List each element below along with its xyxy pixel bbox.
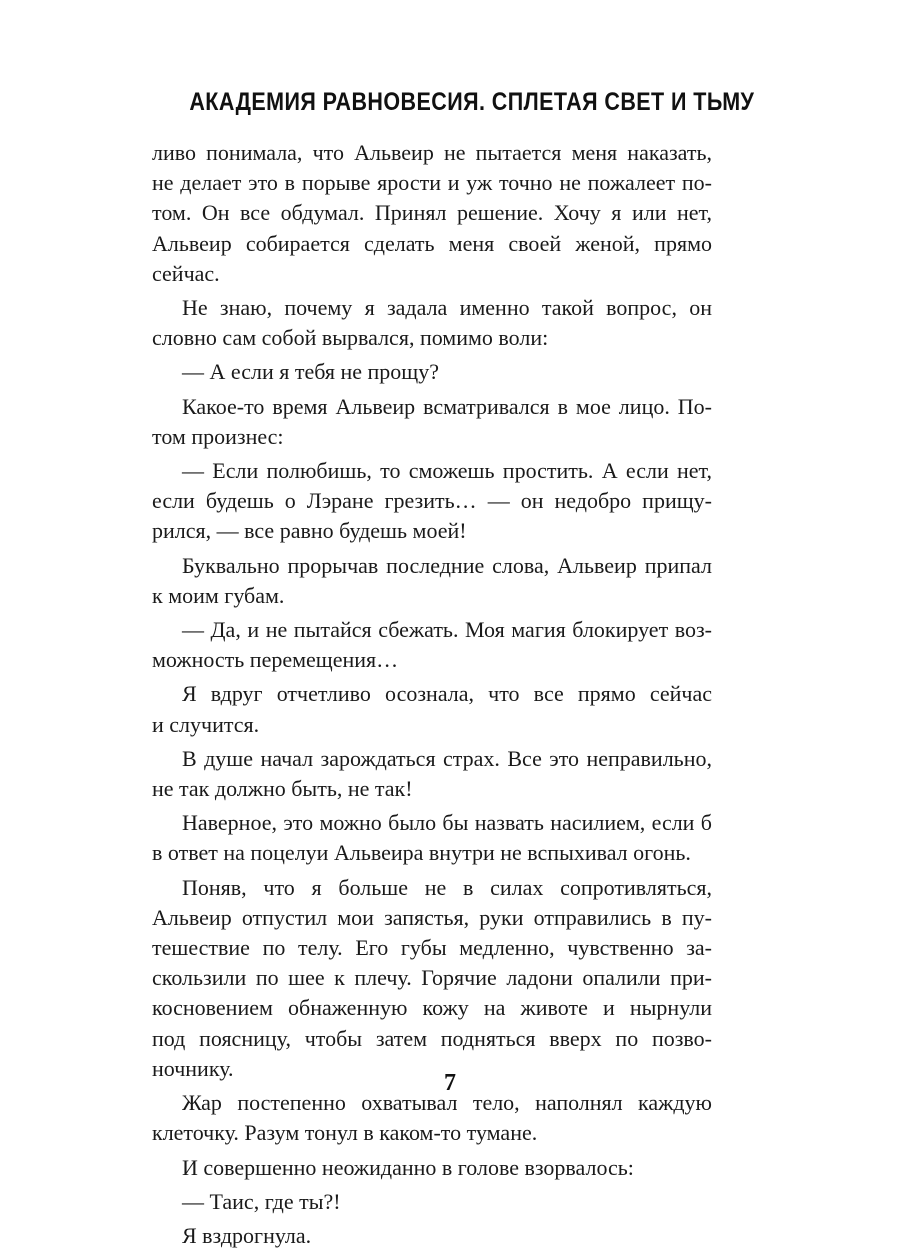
text-line: рился, — все равно будешь моей! — [152, 518, 467, 544]
text-line: — Таис, где ты?! — [182, 1188, 341, 1214]
text-line: Наверное, это можно было бы назвать насилием, если б — [182, 810, 712, 836]
text-line: сейчас. — [152, 260, 220, 286]
text-line: ливо понимала, что Альвеир не пытается меня наказать, — [152, 140, 712, 165]
paragraph — [152, 1153, 712, 1183]
text-line: к моим губам. — [152, 582, 285, 608]
paragraph — [152, 744, 712, 804]
running-title: АКАДЕМИЯ РАВНОВЕСИЯ. СПЛЕТАЯ СВЕТ И ТЬМУ — [189, 88, 755, 116]
text-line: Не знаю, почему я задала именно такой вопрос, он — [182, 295, 712, 321]
paragraph — [152, 551, 712, 611]
text-line: и случится. — [152, 711, 260, 737]
paragraph — [152, 615, 712, 675]
paragraph — [152, 293, 712, 353]
paragraph — [152, 873, 712, 1084]
text-line: ночнику. — [152, 1055, 234, 1081]
text-line: — А если я тебя не прощу? — [182, 359, 439, 385]
text-line: тешествие по телу. Его губы медленно, чувственно за- — [152, 935, 712, 961]
text-line: Альвеир собирается сделать меня своей женой, прямо — [152, 230, 712, 256]
text-line: Поняв, что я больше не в силах сопротивляться, — [182, 874, 712, 900]
paragraph — [152, 1187, 712, 1217]
text-line: клеточку. Разум тонул в каком-то тумане. — [152, 1120, 538, 1146]
text-line: Жар постепенно охватывал тело, наполнял каждую — [182, 1090, 712, 1116]
text-line: можность перемещения… — [152, 647, 399, 673]
text-line: Я вдруг отчетливо осознала, что все прямо сейчас — [182, 681, 712, 707]
text-line: — Если полюбишь, то сможешь простить. А если нет, — [182, 458, 712, 484]
paragraph — [152, 1088, 712, 1148]
text-line: И совершенно неожиданно в голове взорвалось: — [182, 1154, 634, 1180]
text-line: в ответ на поцелуи Альвеира внутри не вспыхивал огонь. — [152, 840, 691, 866]
text-line: скользили по шее к плечу. Горячие ладони опалили при- — [152, 965, 712, 991]
page-number: 7 — [444, 1070, 456, 1096]
text-line: Я вздрогнула. — [182, 1222, 312, 1248]
paragraph — [152, 679, 712, 739]
paragraph — [152, 456, 712, 547]
text-line: под поясницу, чтобы затем подняться вверх по позво- — [152, 1025, 712, 1051]
text-line: Какое-то время Альвеир всматривался в мое лицо. По- — [182, 393, 712, 419]
text-line: если будешь о Лэране грезить… — он недобро прищу- — [152, 488, 712, 514]
paragraph — [152, 357, 712, 387]
text-line: — Да, и не пытайся сбежать. Моя магия блокирует воз- — [182, 617, 712, 643]
text-line: том произнес: — [152, 423, 284, 449]
paragraph — [152, 138, 712, 289]
text-line: В душе начал зарождаться страх. Все это неправильно, — [182, 745, 712, 771]
text-line: Альвеир отпустил мои запястья, руки отправились в пу- — [152, 904, 712, 930]
text-line: не так должно быть, не так! — [152, 776, 413, 802]
paragraph — [152, 808, 712, 868]
text-line: Буквально прорычав последние слова, Альвеир припал — [182, 552, 712, 578]
text-line: словно сам собой вырвался, помимо воли: — [152, 325, 549, 351]
text-line: том. Он все обдумал. Принял решение. Хочу я или нет, — [152, 200, 712, 226]
text-line: косновением обнаженную кожу на животе и нырнули — [152, 995, 712, 1021]
text-line: не делает это в порыве ярости и уж точно не пожалеет по- — [152, 170, 712, 196]
paragraph — [152, 392, 712, 452]
paragraph — [152, 1221, 712, 1251]
